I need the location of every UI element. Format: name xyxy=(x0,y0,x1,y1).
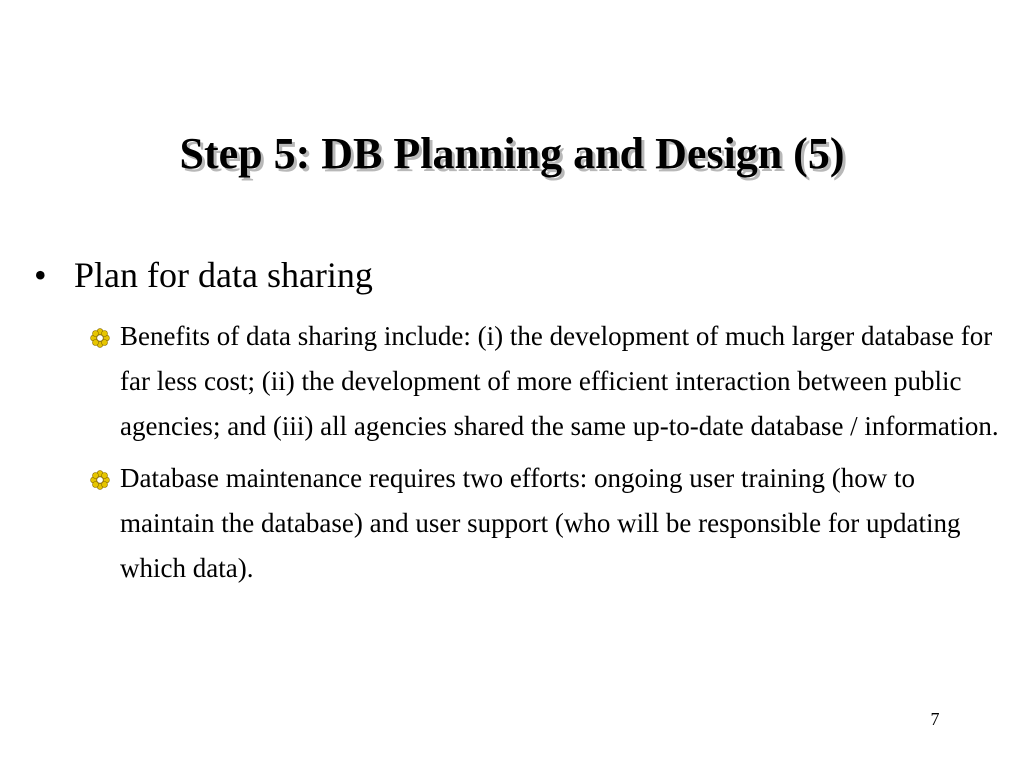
bullet-marker: • xyxy=(34,255,47,295)
sub-bullet-text: Database maintenance requires two efforts: ongoing user training (how to maintain the database) and user support (who will be responsible for updating which data). xyxy=(120,463,961,583)
sub-bullet-item xyxy=(90,314,1015,449)
sub-bullet-list xyxy=(90,314,1015,598)
sub-bullet-item xyxy=(90,456,1015,591)
flower-icon xyxy=(90,470,110,490)
page-number: 7 xyxy=(930,709,940,729)
flower-icon xyxy=(90,328,110,348)
bullet-item xyxy=(30,252,1010,298)
sub-bullet-text: Benefits of data sharing include: (i) the development of much larger database for far less cost; (ii) the development of more efficient interaction between public agencies; and (iii) all agencies shared the same up-to-date database / information. xyxy=(120,321,999,441)
bullet-text: Plan for data sharing xyxy=(74,255,373,295)
slide-title: Step 5: DB Planning and Design (5) xyxy=(179,129,845,178)
